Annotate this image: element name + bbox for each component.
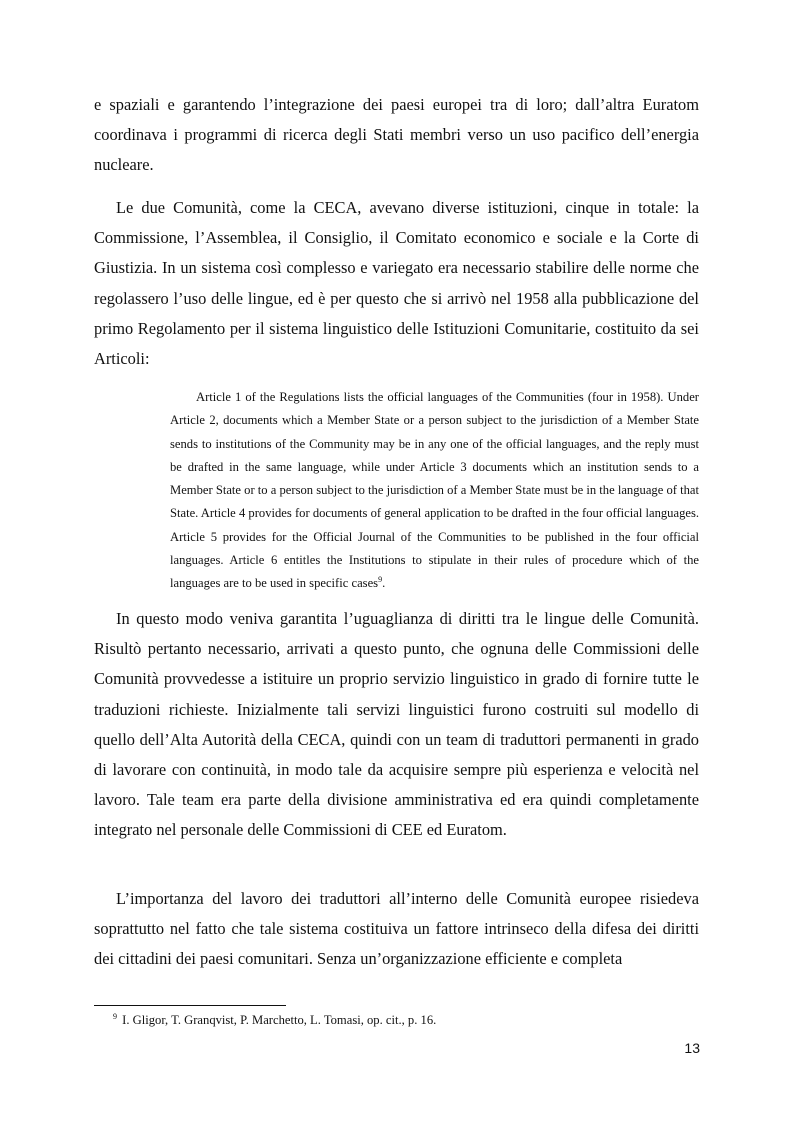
page-number: 13 — [684, 1040, 700, 1056]
paragraph-2: Le due Comunità, come la CECA, avevano diverse istituzioni, cinque in totale: la Commissione, l’Assemblea, il Consiglio, il Comitato economico e sociale e la Corte di Giustizia. In un sistema così complesso e variegato era necessario stabilire delle norme che regolassero l’uso delle lingue, ed è per questo che si arrivò nel 1958 alla pubblicazione del primo Regolamento per il sistema linguistico delle Istituzioni Comunitarie, costituito da sei Articoli: — [94, 198, 699, 369]
footnote-reference: 9 — [378, 575, 383, 585]
paragraph-4-block — [94, 884, 699, 975]
paragraph-4: L’importanza del lavoro dei traduttori all’interno delle Comunità europee risiedeva soprattutto nel fatto che tale sistema costituiva un fattore intrinseco della difesa dei diritti dei cittadini dei paesi comunitari. Senza un’organizzazione efficiente e completa — [94, 889, 699, 969]
footnote-number: 9 — [113, 1011, 117, 1021]
paragraph-3: In questo modo veniva garantita l’uguaglianza di diritti tra le lingue delle Comunità. Risultò pertanto necessario, arrivati a questo punto, che ognuna delle Commissioni delle Comunità provvedesse a istituire un proprio servizio linguistico in grado di fornire tutte le traduzioni richieste. Inizialmente tali servizi linguistici furono costruiti sul modello di quello dell’Alta Autorità della CECA, quindi con un team di traduttori permanenti in grado di lavorare con continuità, in modo tale da acquisire sempre più esperienza e velocità nel lavoro. Tale team era parte della divisione amministrativa ed era quindi completamente integrato nel personale delle Commissioni di CEE ed Euratom. — [94, 609, 699, 840]
block-quote-text: Article 1 of the Regulations lists the official languages of the Communities (four in 1958). Under Article 2, documents which a Member State or a person subject to the jurisdiction of a Member State sends to institutions of the Community may be in any one of the official languages, and the reply must be drafted in the same language, while under Article 3 documents which an institution sends to a Member State or to a person subject to the jurisdiction of a Member State must be in the language of that State. Article 4 provides for documents of general application to be drafted in the four official languages. Article 5 provides for the Official Journal of the Communities to be published in the four official languages. Article 6 entitles the Institutions to stipulate in their rules of procedure which of the languages are to be used in specific cases — [170, 390, 699, 591]
paragraph-3-block — [94, 604, 699, 846]
block-quote-end: . — [382, 576, 386, 591]
paragraph-1: e spaziali e garantendo l’integrazione dei paesi europei tra di loro; dall’altra Euratom coordinava i programmi di ricerca degli Stati membri verso un uso pacifico dell’energia nucleare. — [94, 95, 699, 175]
paragraph-1-block — [94, 90, 699, 181]
paragraph-2-block — [94, 193, 699, 374]
footnote-separator — [94, 1005, 286, 1006]
block-quote — [170, 386, 699, 596]
footnote — [113, 1011, 436, 1029]
footnote-text: I. Gligor, T. Granqvist, P. Marchetto, L. Tomasi, op. cit., p. 16. — [119, 1013, 437, 1027]
